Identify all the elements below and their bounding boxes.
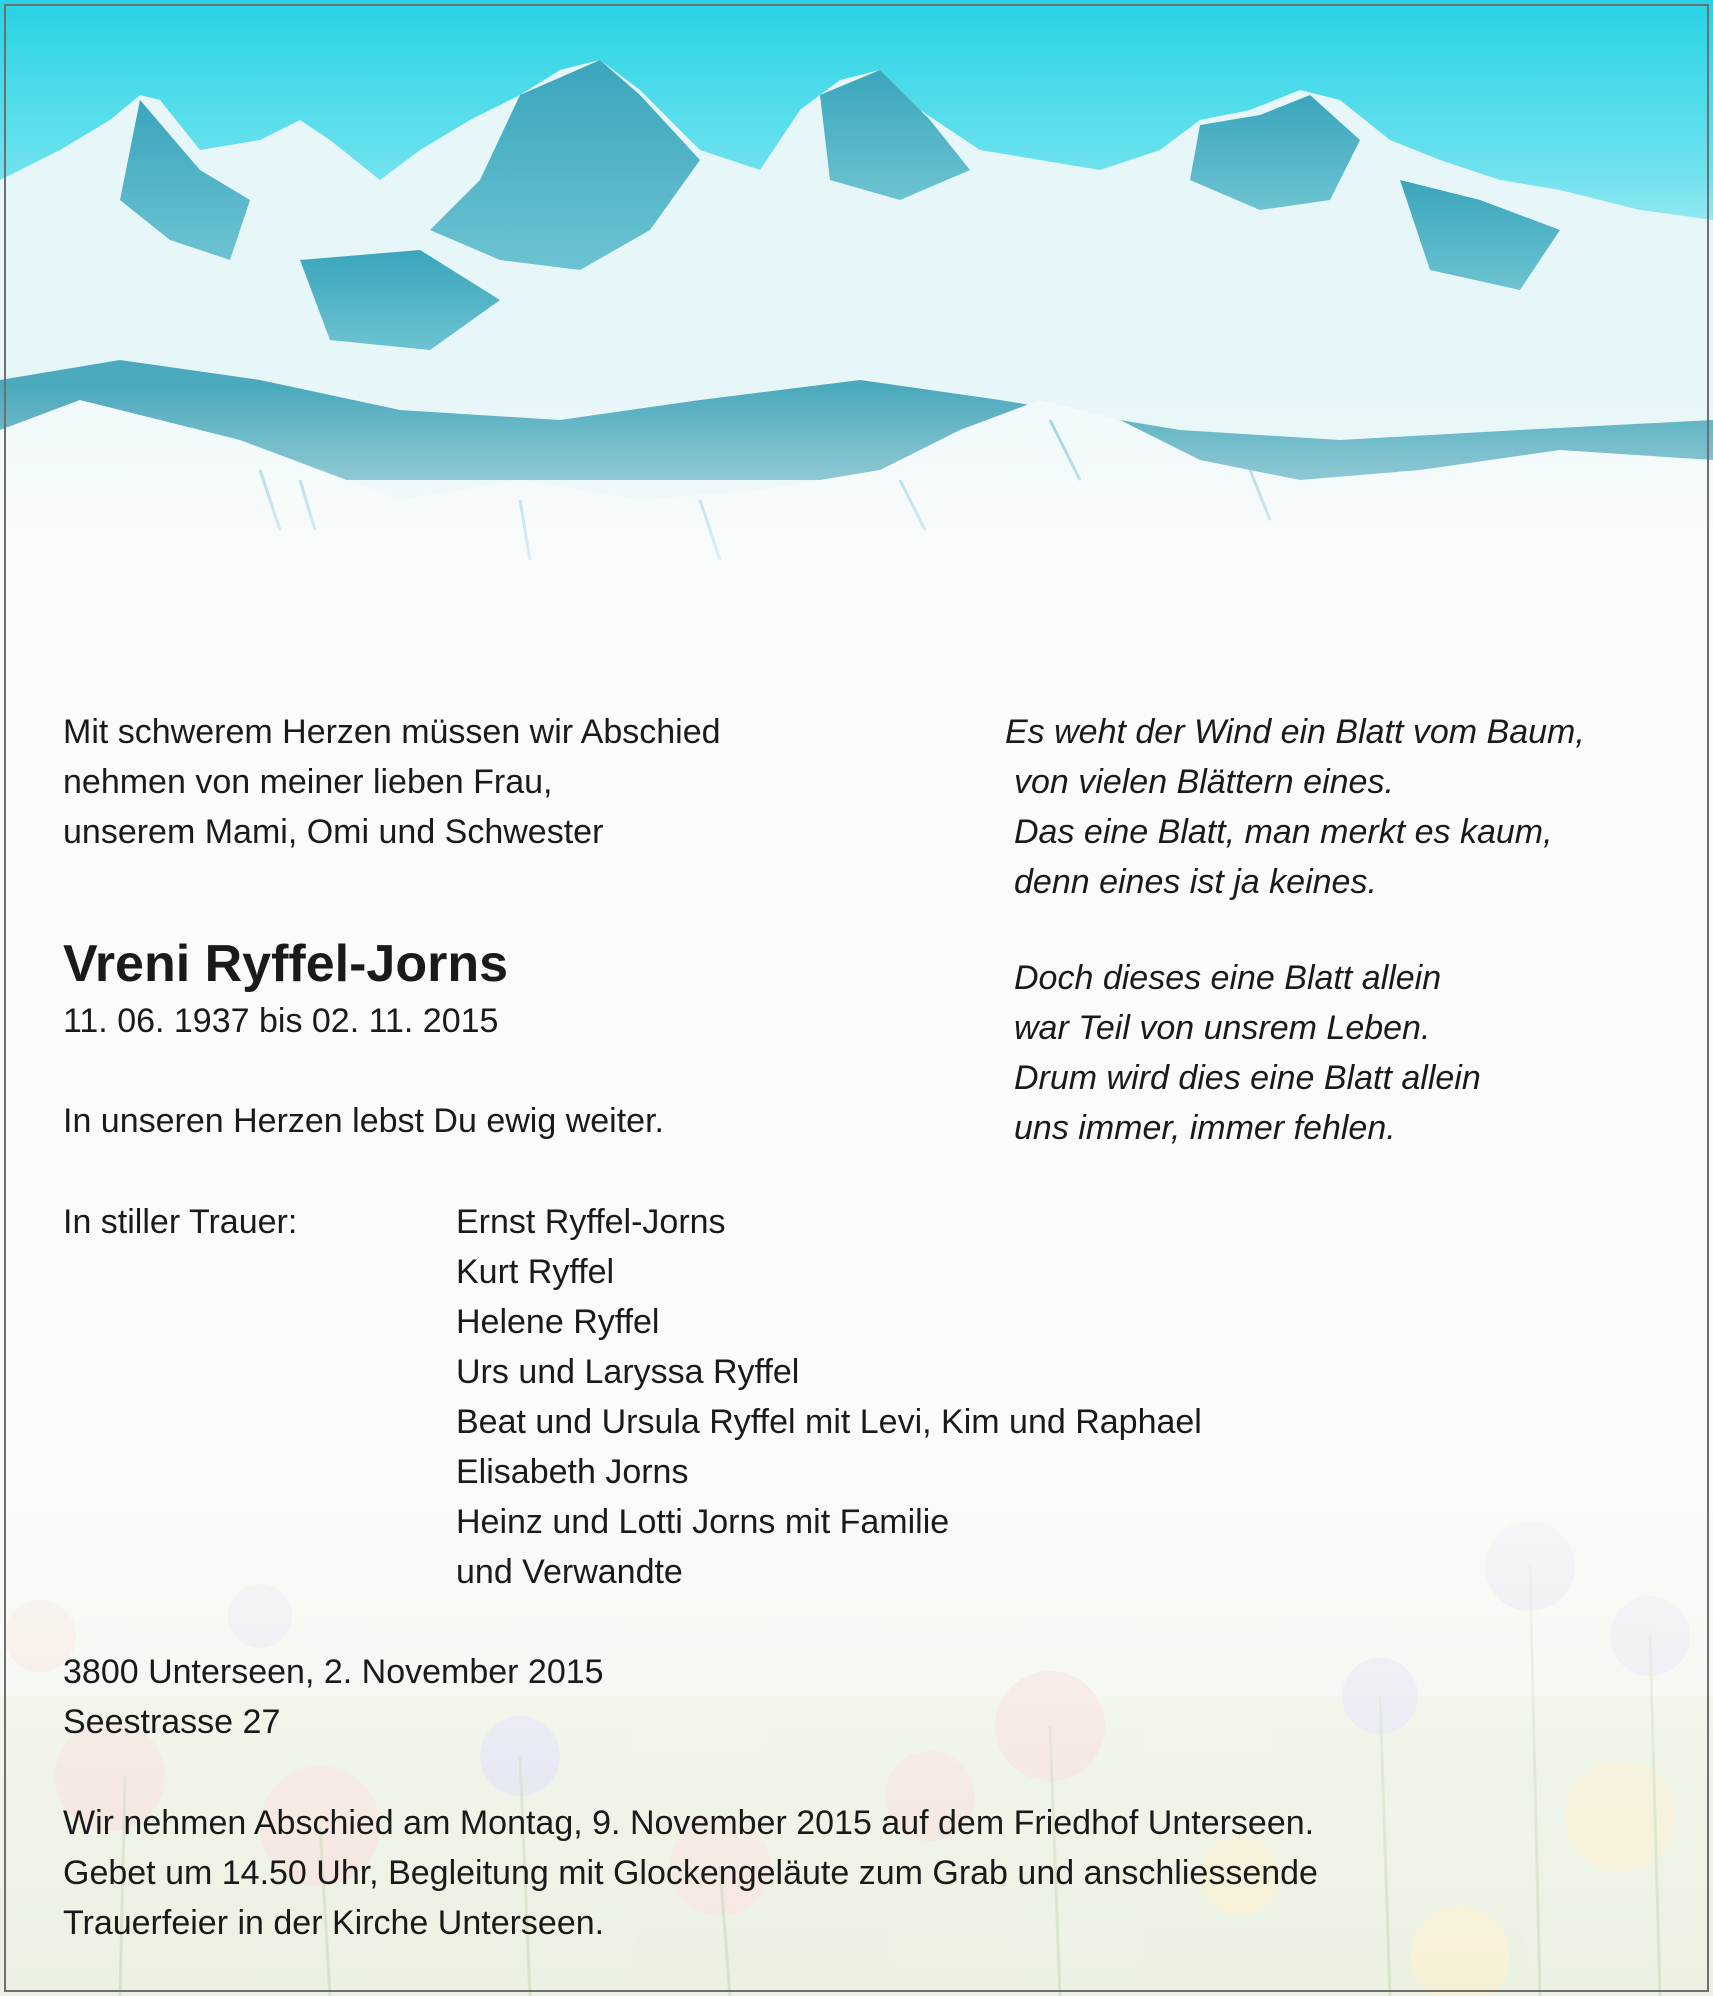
poem-line: denn eines ist ja keines.	[1014, 863, 1377, 901]
mountain-photo	[0, 0, 1713, 700]
poem-line: Es weht der Wind ein Blatt vom Baum,	[1005, 713, 1585, 751]
mourning-label: In stiller Trauer:	[63, 1203, 298, 1241]
mourner-name: Heinz und Lotti Jorns mit Familie	[456, 1503, 950, 1541]
mourners-list	[456, 1197, 1202, 1597]
place-date: 3800 Unterseen, 2. November 2015	[63, 1653, 604, 1691]
mourner-name: Beat und Ursula Ryffel mit Levi, Kim und Raphael	[456, 1403, 1202, 1441]
mourner-name: Elisabeth Jorns	[456, 1453, 689, 1491]
deceased-name: Vreni Ryffel-Jorns	[63, 935, 509, 993]
stanza-gap	[1005, 907, 1585, 953]
poem-line: Doch dieses eine Blatt allein	[1014, 959, 1442, 997]
mourner-name: und Verwandte	[456, 1553, 683, 1591]
motto: In unseren Herzen lebst Du ewig weiter.	[63, 1102, 664, 1140]
mourner-name: Kurt Ryffel	[456, 1253, 615, 1291]
poem-line: uns immer, immer fehlen.	[1014, 1109, 1396, 1147]
poem-line: von vielen Blättern eines.	[1014, 763, 1394, 801]
address	[63, 1647, 604, 1747]
poem-line: Drum wird dies eine Blatt allein	[1014, 1059, 1481, 1097]
funeral-line: Trauerfeier in der Kirche Unterseen.	[63, 1904, 605, 1942]
funeral-line: Gebet um 14.50 Uhr, Begleitung mit Glockengeläute zum Grab und anschliessende	[63, 1854, 1318, 1892]
poem-line: war Teil von unsrem Leben.	[1014, 1009, 1431, 1047]
mourner-name: Ernst Ryffel-Jorns	[456, 1203, 726, 1241]
funeral-info	[63, 1798, 1318, 1948]
intro-text	[63, 707, 721, 857]
poem-line: Das eine Blatt, man merkt es kaum,	[1014, 813, 1553, 851]
poem	[1005, 707, 1585, 1153]
mourner-name: Helene Ryffel	[456, 1303, 660, 1341]
mourner-name: Urs und Laryssa Ryffel	[456, 1353, 800, 1391]
intro-line: nehmen von meiner lieben Frau,	[63, 763, 553, 801]
intro-line: unserem Mami, Omi und Schwester	[63, 813, 604, 851]
street: Seestrasse 27	[63, 1703, 281, 1741]
intro-line: Mit schwerem Herzen müssen wir Abschied	[63, 713, 721, 751]
life-dates: 11. 06. 1937 bis 02. 11. 2015	[63, 1002, 499, 1040]
funeral-line: Wir nehmen Abschied am Montag, 9. November 2015 auf dem Friedhof Unterseen.	[63, 1804, 1315, 1842]
